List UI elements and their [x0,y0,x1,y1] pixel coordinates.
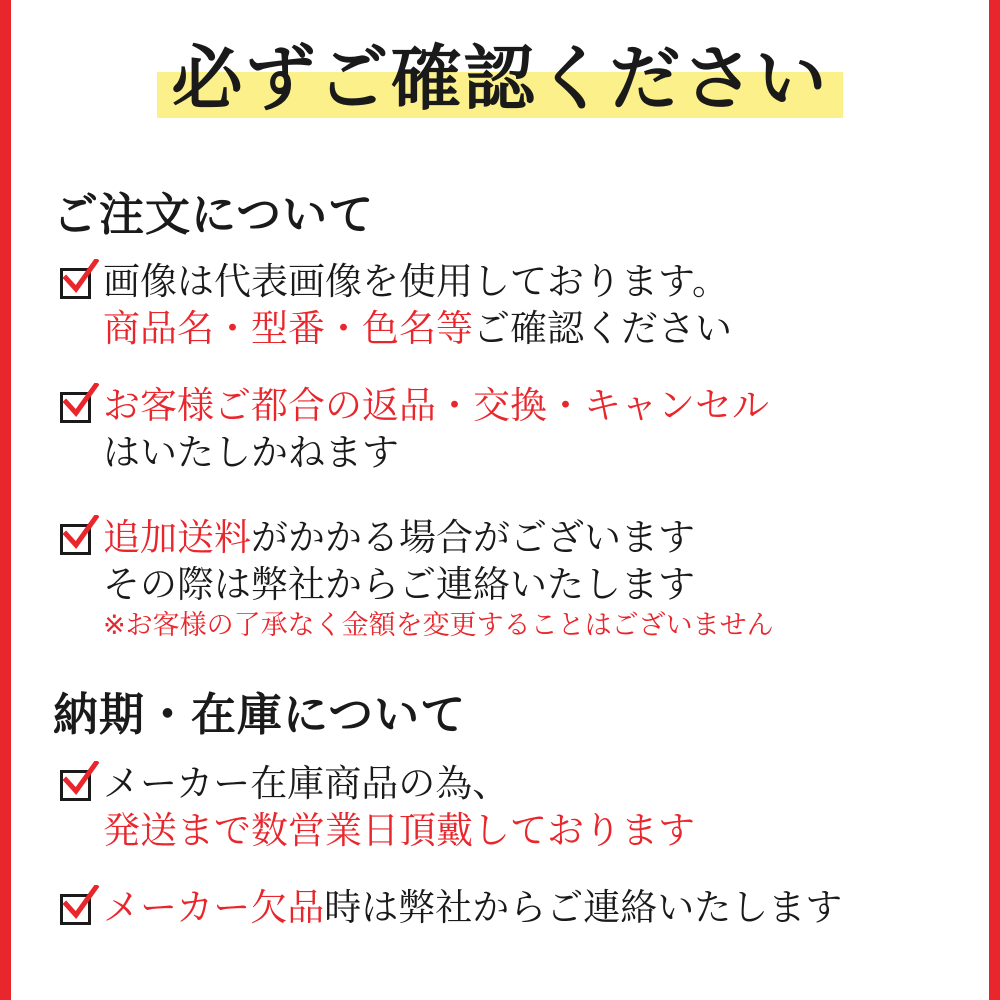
line-text [103,516,695,559]
list-item [57,382,989,477]
checkbox-checked-icon [57,890,97,930]
page-title-text: 必ずご確認ください [171,37,829,120]
line-text: その際は弊社からご連絡いたします [103,563,695,607]
list-item-text [103,258,989,353]
line-text: 画像は代表画像を使用しております。 [103,260,730,303]
line-text [103,886,842,929]
line-segment-black: がかかる場合がございます [251,516,695,559]
line-segment-black: ご確認ください [473,307,732,351]
list-item-text [103,760,989,855]
line-note: ※お客様の了承なく金額を変更することはございません [103,609,774,641]
line-segment-black: 時は弊社からご連絡いたします [324,886,843,929]
list-item [57,884,842,931]
line-text [103,307,732,350]
checkbox-checked-icon [57,520,97,560]
page-title-wrapper [11,36,989,124]
line-segment-red: 追加送料 [103,516,251,559]
line-text: お客様ご都合の返品・交換・キャンセル [103,384,769,427]
section-heading-stock: 納期・在庫について [53,688,467,741]
line-text: 発送まで数営業日頂戴しております [103,809,695,853]
checkbox-checked-icon [57,264,97,304]
section-heading-order: ご注文について [53,188,375,241]
page-title [157,36,842,124]
checkbox-checked-icon [57,388,97,428]
line-text: メーカー在庫商品の為、 [103,762,510,805]
list-item [57,258,989,353]
notice-content [11,0,989,1000]
checkbox-checked-icon [57,766,97,806]
line-segment-red: メーカー欠品 [103,886,325,929]
list-item [57,760,989,855]
list-item-text [103,514,989,642]
list-item-text [103,382,989,477]
line-segment-red: 商品名・型番・色名等 [103,307,473,351]
list-item-text [103,884,842,931]
line-text: はいたしかねます [103,431,399,475]
list-item [57,514,989,642]
